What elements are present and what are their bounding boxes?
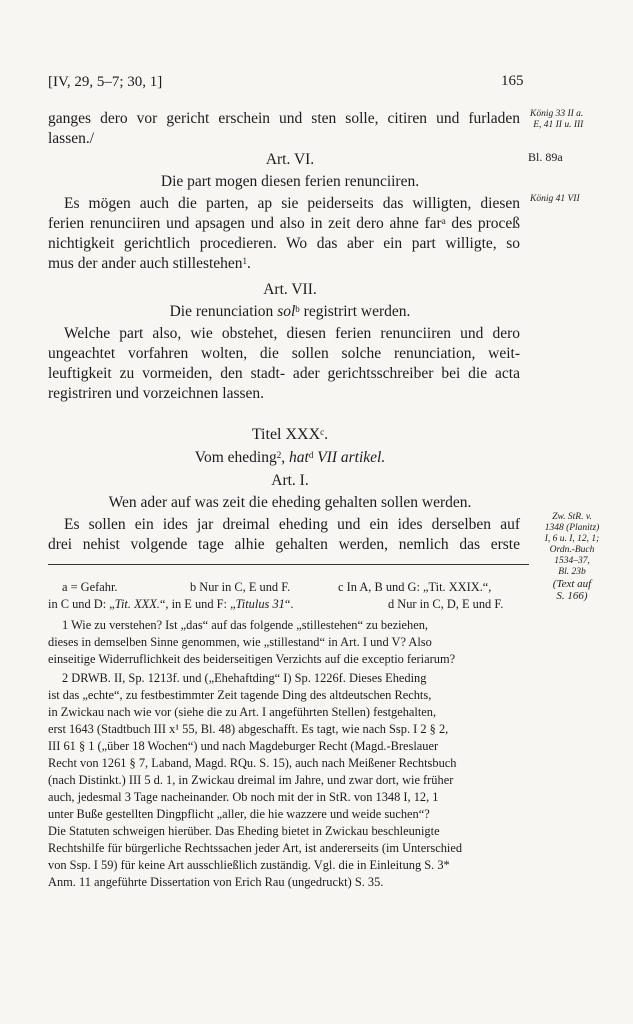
footnote-marker: 1 — [242, 255, 248, 266]
margin-note-koenig-41: König 41 VII — [530, 194, 580, 204]
footnote-2-line: ist das „echte“, zu festbestimmter Zeit tagende Ding des altdeutschen Rechts, — [48, 688, 432, 702]
margin-note-line: (Text auf — [552, 578, 592, 590]
margin-note-line: S. 166) — [556, 590, 588, 602]
footnote-2-line: in Zwickau nach wie vor (siehe die zu Art. I angeführten Stellen) festgehalten, — [48, 705, 437, 719]
text-run: Vom eheding — [194, 449, 277, 466]
footnote-a: a = Gefahr. — [62, 580, 118, 594]
footnote-2-line: (nach Distinkt.) III 5 d. 1, in Zwickau dreimal im Jahre, und zwar dort, wie früher — [48, 773, 454, 787]
footnote-2-line: Die Statuten schweigen hierüber. Das Eheding bietet in Zwickau beschleunigte — [48, 824, 440, 838]
body-line: ganges dero vor gericht erschein und sten solle, citiren und furladen — [48, 110, 520, 127]
margin-note-line: Bl. 23b — [558, 567, 586, 577]
title-subheading — [50, 449, 530, 467]
text-run: mus der ander auch stillestehen — [48, 255, 243, 272]
margin-note-line: Ordn.-Buch — [549, 545, 595, 555]
text-run: in C und D: „ — [48, 597, 115, 611]
footnote-2-line: Anm. 11 angeführte Dissertation von Erich Rau (ungedruckt) S. 35. — [48, 875, 384, 889]
footnote-2-line: III 61 § 1 („über 18 Wochen“) und nach Magdeburger Recht (Magd.-Breslauer — [48, 739, 439, 753]
footnote-1-line: 1 Wie zu verstehen? Ist „das“ auf das folgende „stillestehen“ zu beziehen, — [62, 618, 429, 632]
footnote-2-line: Recht von 1261 § 7, Laband, Magd. RQu. S. 15), auch nach Meißener Rechtsbuch — [48, 756, 457, 770]
footnote-2-line: von Ssp. I 59) für keine Art ausschließlich zuständig. Vgl. die in Einleitung S. 3* — [48, 858, 450, 872]
footnote-marker: 2 — [276, 449, 282, 460]
text-run: hat — [289, 449, 309, 466]
text-run: “. — [284, 597, 294, 611]
margin-note-line: E, 41 II u. III — [533, 120, 584, 130]
margin-note-zwickau — [532, 512, 612, 602]
footnote-marker: a — [441, 215, 446, 226]
article-6-heading: Art. VI. — [265, 151, 315, 168]
footnote-separator — [48, 564, 529, 565]
body-line: leuftigkeit zu vormeiden, den stadt- ader gerichtsschreiber bei die acta — [48, 365, 520, 382]
margin-note-line: König 33 II a. — [530, 109, 584, 119]
text-run: , — [281, 449, 289, 466]
footnote-2-line: auch, jedesmal 3 Tage nacheinander. Ob noch mit der in StR. von 1348 I, 12, 1 — [48, 790, 439, 804]
footnote-marker: c — [320, 426, 325, 437]
text-run: sol — [277, 303, 296, 320]
footnote-2-line: Rechtshilfe für bürgerliche Rechtssachen jeder Art, ist andererseits (im Unterschied — [48, 841, 463, 855]
article-6-subtitle: Die part mogen diesen ferien renunciiren. — [160, 173, 420, 190]
footnote-2-line: 2 DRWB. II, Sp. 1213f. und („Ehehaftding“ I) Sp. 1226f. Dieses Eheding — [62, 671, 427, 685]
title-heading — [50, 426, 530, 444]
text-run: ferien renunciiren und apsagen und also in zeit dero ahne far — [48, 215, 442, 232]
text-run: VII artikel. — [313, 449, 386, 466]
text-run: Tit. XXX. — [114, 597, 160, 611]
footnote-b: b Nur in C, E und F. — [190, 580, 291, 594]
body-line: nichtigkeit gerichtlich procedieren. Wo das aber ein part willigte, so — [48, 235, 520, 252]
margin-note-line: I, 6 u. I, 12, 1; — [544, 534, 600, 544]
body-line: lassen./ — [48, 130, 95, 147]
body-line: Es mögen auch die parten, ap sie peiderseits das willigten, diesen — [64, 195, 520, 212]
footnote-1-line: dieses in demselben Sinne genommen, wie „stillestand“ in Art. I und V? Also — [48, 635, 432, 649]
text-run: . — [324, 426, 329, 443]
body-line: ungeachtet vorfahren wolten, die sollen solche renunciation, weit- — [48, 345, 520, 362]
text-run: registrirt werden. — [299, 303, 411, 320]
text-run: “, in E und F: „ — [159, 597, 236, 611]
margin-note-line: 1348 (Planitz) — [544, 523, 600, 533]
article-1-subtitle: Wen ader auf was zeit die eheding gehalten sollen werden. — [108, 494, 472, 511]
body-line: drei nehist volgende tage alhie gehalten werden, nemlich das erste — [48, 536, 520, 553]
footnote-c-continued — [48, 597, 293, 612]
margin-note-folio: Bl. 89a — [528, 150, 563, 164]
footnote-2-line: erst 1643 (Stadtbuch III x¹ 55, Bl. 48) abgeschafft. Es tagt, wie nach Ssp. I 2 § 2, — [48, 722, 449, 736]
footnote-marker: b — [295, 303, 300, 314]
footnote-c: c In A, B und G: „Tit. XXIX.“, — [338, 580, 492, 594]
body-line — [48, 215, 520, 233]
footnote-marker: d — [308, 449, 314, 460]
article-7-heading: Art. VII. — [263, 281, 317, 298]
margin-note-line: 1534–37, — [554, 556, 590, 566]
text-run: Titel XXX — [251, 426, 321, 443]
text-run: Die renunciation — [169, 303, 278, 320]
footnote-d: d Nur in C, D, E und F. — [388, 597, 504, 611]
article-1-heading: Art. I. — [271, 472, 309, 489]
text-run: des proceß — [445, 215, 520, 232]
footnote-1-line: einseitige Widerruflichkeit des beiderseitigen Verzichts auf die exceptio feriarum? — [48, 652, 456, 666]
margin-note-koenig-33 — [530, 109, 583, 131]
article-7-subtitle — [50, 303, 530, 321]
text-run: Titulus 31 — [235, 597, 285, 611]
body-line: Welche part also, wie obstehet, diesen ferien renunciiren und dero — [64, 325, 520, 342]
text-run: . — [247, 255, 251, 272]
section-reference: [IV, 29, 5–7; 30, 1] — [48, 74, 163, 90]
body-line — [48, 255, 251, 273]
margin-note-line: Zw. StR. v. — [552, 512, 592, 522]
page-number: 165 — [501, 73, 524, 89]
footnote-2-line: unter Buße gestellten Dingpflicht „aller, die hie wazzere und weide suchen“? — [48, 807, 430, 821]
body-line: Es sollen ein ides jar dreimal eheding und ein ides derselben auf — [64, 516, 520, 533]
body-line: registriren und vorzeichnen lassen. — [48, 385, 265, 402]
